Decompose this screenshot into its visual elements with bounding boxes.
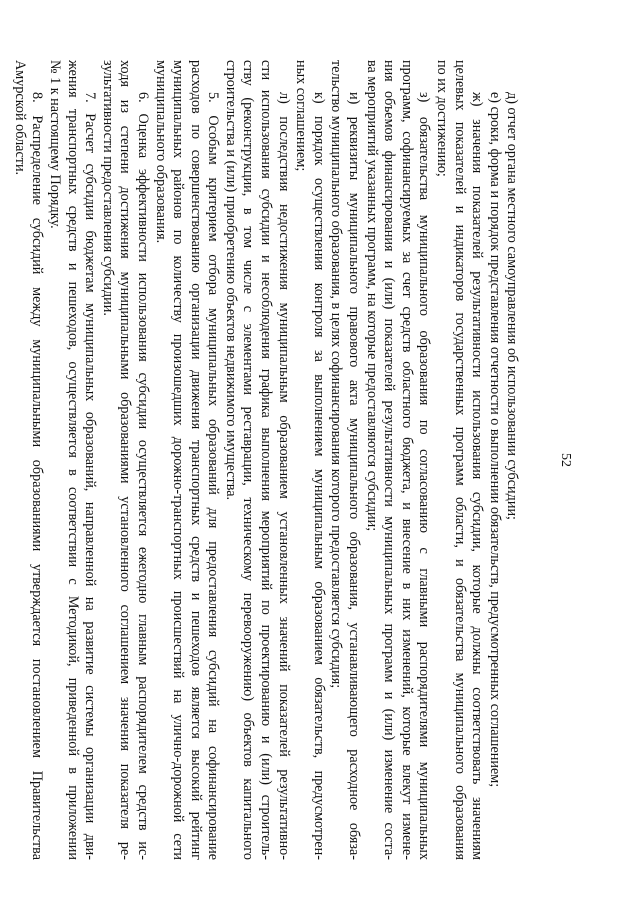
text-line: 7. Расчет субсидии бюджетам муниципальных образований, направленной на развитие системы организации дви-	[82, 92, 99, 860]
text-line: ж) значения показателей результативности использования субсидии, которые должны соответствовать значениям	[469, 92, 486, 860]
text-line: жения транспортных средств и пешеходов, осуществляется в соответствии с Методикой, приведенной в приложении	[64, 60, 81, 860]
page-number: 52	[558, 453, 573, 467]
text-line: муниципального образования.	[152, 60, 169, 244]
body-text	[10, 60, 520, 860]
text-line: и) реквизиты муниципального правового акта муниципального образования, устанавливающего расходное обяза-	[346, 92, 363, 860]
text-line: расходов по совершенствованию организации движения транспортных средств и пешеходов является высокий рейтинг	[187, 60, 204, 860]
text-line: зультативности предоставления субсидии.	[99, 60, 116, 316]
text-line: ва мероприятий указанных программ, на которые предоставляются субсидии;	[363, 60, 380, 532]
text-line: сти использования субсидии и несоблюдения графика выполнения мероприятий по проектированию и (или) строитель-	[258, 60, 275, 860]
text-line: 6. Оценка эффективности использования субсидии осуществляется ежегодно главным распорядителем средств ис-	[134, 92, 151, 860]
text-line: 8. Распределение субсидий между муниципальными образованиями утверждается постановлением Правительства	[29, 92, 46, 860]
text-line: муниципальных районов по количеству произошедших дорожно-транспортных происшествий на улично-дорожной сети	[170, 60, 187, 860]
text-line: Амурской области.	[11, 60, 28, 176]
rotated-text-block	[11, 60, 574, 860]
text-line: ния объемов финансирования и (или) показателей результативности муниципальных программ и (или) изменение соста-	[381, 60, 398, 860]
text-line: тельство муниципального образования, в целях софинансирования которого предоставляется субсидия;	[328, 60, 345, 689]
text-line: целевых показателей и индикаторов государственных программ области, и обязательства муниципального образования	[451, 60, 468, 860]
text-line: е) сроки, форма и порядок представления отчетности о выполнении обязательств, предусмотренных соглашением;	[486, 92, 503, 788]
text-line: д) отчет органа местного самоуправления об использовании субсидии;	[504, 92, 521, 520]
text-line: № 1 к настоящему Порядку.	[46, 60, 63, 229]
text-line: з) обязательства муниципального образования по согласованию с главными распорядителями муниципальных	[416, 92, 433, 860]
text-line: ству (реконструкции, в том числе с элементами реставрации, техническому перевооружению) объектов капитального	[240, 60, 257, 860]
text-line: ных соглашением;	[293, 60, 310, 172]
text-line: строительства и (или) приобретению объектов недвижимого имущества.	[222, 60, 239, 501]
text-line: 5. Особым критерием отбора муниципальных образований для предоставления субсидий на софинансирование	[205, 92, 222, 860]
text-line: к) порядок осуществления контроля за выполнением муниципальным образованием обязательств, предусмотрен-	[310, 92, 327, 860]
text-line: л) последствия недостижения муниципальным образованием установленных значений показателей результативно-	[275, 92, 292, 860]
text-line: программ, софинансируемых за счет средств областного бюджета, и внесение в них изменений, которые влекут измене-	[398, 60, 415, 860]
text-line: ходя из степени достижения муниципальными образованиями установленного соглашением значения показателя ре-	[117, 60, 134, 860]
text-line: по их достижению;	[434, 60, 451, 177]
